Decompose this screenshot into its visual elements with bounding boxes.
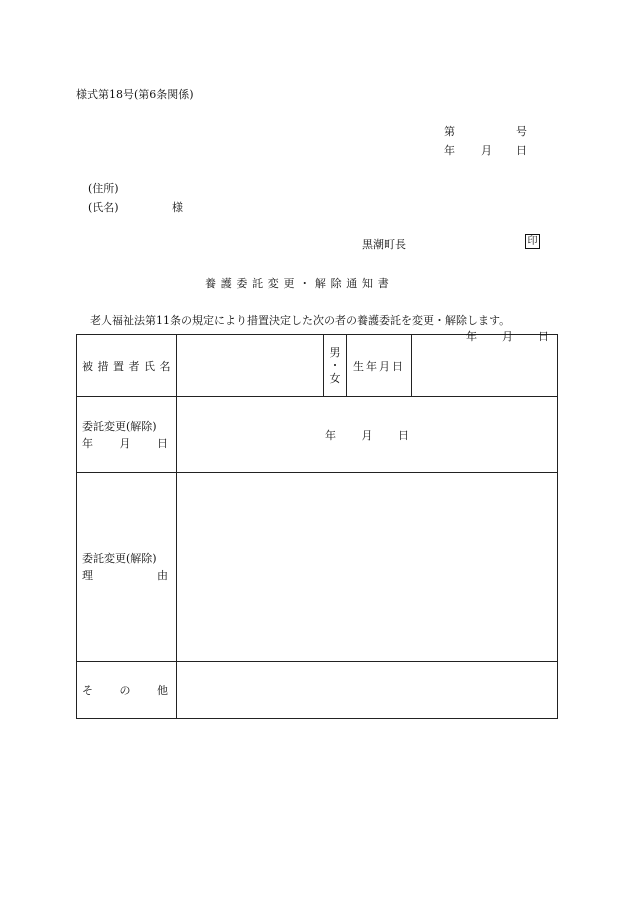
notice-table bbox=[76, 330, 558, 719]
address-label: (住所) bbox=[88, 182, 119, 195]
other-char2: の bbox=[119, 684, 131, 697]
birth-date-cell[interactable] bbox=[412, 330, 558, 397]
mayor-title: 黒潮町長 bbox=[362, 238, 406, 251]
change-date-label-year: 年 bbox=[82, 436, 93, 450]
change-date-label-line2 bbox=[82, 435, 176, 452]
change-date-row bbox=[77, 397, 558, 473]
document-number-suffix: 号 bbox=[516, 125, 527, 138]
person-row bbox=[77, 335, 558, 397]
honorific: 様 bbox=[172, 201, 183, 214]
sex-male: 男 bbox=[329, 346, 341, 359]
issue-year: 年 bbox=[444, 144, 455, 157]
change-date-label-line1: 委託変更(解除) bbox=[82, 419, 157, 433]
issue-month: 月 bbox=[481, 144, 492, 157]
other-label-line bbox=[82, 682, 176, 698]
reason-label-char2: 由 bbox=[157, 569, 168, 582]
document-title: 養護委託変更・解除通知書 bbox=[205, 277, 394, 290]
birth-date-label: 生年月日 bbox=[347, 335, 412, 397]
issue-day: 日 bbox=[516, 144, 527, 157]
change-date-label-month: 月 bbox=[119, 436, 131, 450]
reason-cell[interactable] bbox=[177, 473, 558, 662]
birth-day: 日 bbox=[538, 330, 549, 343]
sex-separator: ・ bbox=[329, 359, 341, 372]
sex-female: 女 bbox=[329, 372, 341, 385]
reason-label-line1: 委託変更(解除) bbox=[82, 552, 157, 565]
birth-month: 月 bbox=[502, 330, 513, 343]
other-char3: 他 bbox=[157, 684, 168, 697]
name-label: (氏名) bbox=[88, 201, 119, 214]
birth-year: 年 bbox=[466, 330, 477, 343]
person-name-label: 被措置者氏名 bbox=[77, 335, 177, 397]
intro-text: 老人福祉法第11条の規定により措置決定した次の者の養護委託を変更・解除します。 bbox=[90, 314, 511, 327]
other-row bbox=[77, 662, 558, 719]
person-name-cell[interactable] bbox=[177, 335, 324, 397]
reason-label-line2 bbox=[82, 567, 176, 584]
change-date-label bbox=[77, 397, 177, 473]
document-number-label: 第 bbox=[444, 125, 455, 138]
reason-row bbox=[77, 473, 558, 662]
form-number: 様式第18号(第6条関係) bbox=[76, 88, 194, 101]
other-label bbox=[77, 662, 177, 719]
change-date-value[interactable]: 年 月 日 bbox=[177, 397, 558, 473]
seal-mark: 印 bbox=[525, 234, 540, 249]
reason-label bbox=[77, 473, 177, 662]
change-date-label-day: 日 bbox=[157, 436, 168, 450]
reason-label-char1: 理 bbox=[82, 569, 93, 582]
sex-cell[interactable] bbox=[324, 335, 347, 397]
other-char1: そ bbox=[82, 684, 93, 697]
other-cell[interactable] bbox=[177, 662, 558, 719]
